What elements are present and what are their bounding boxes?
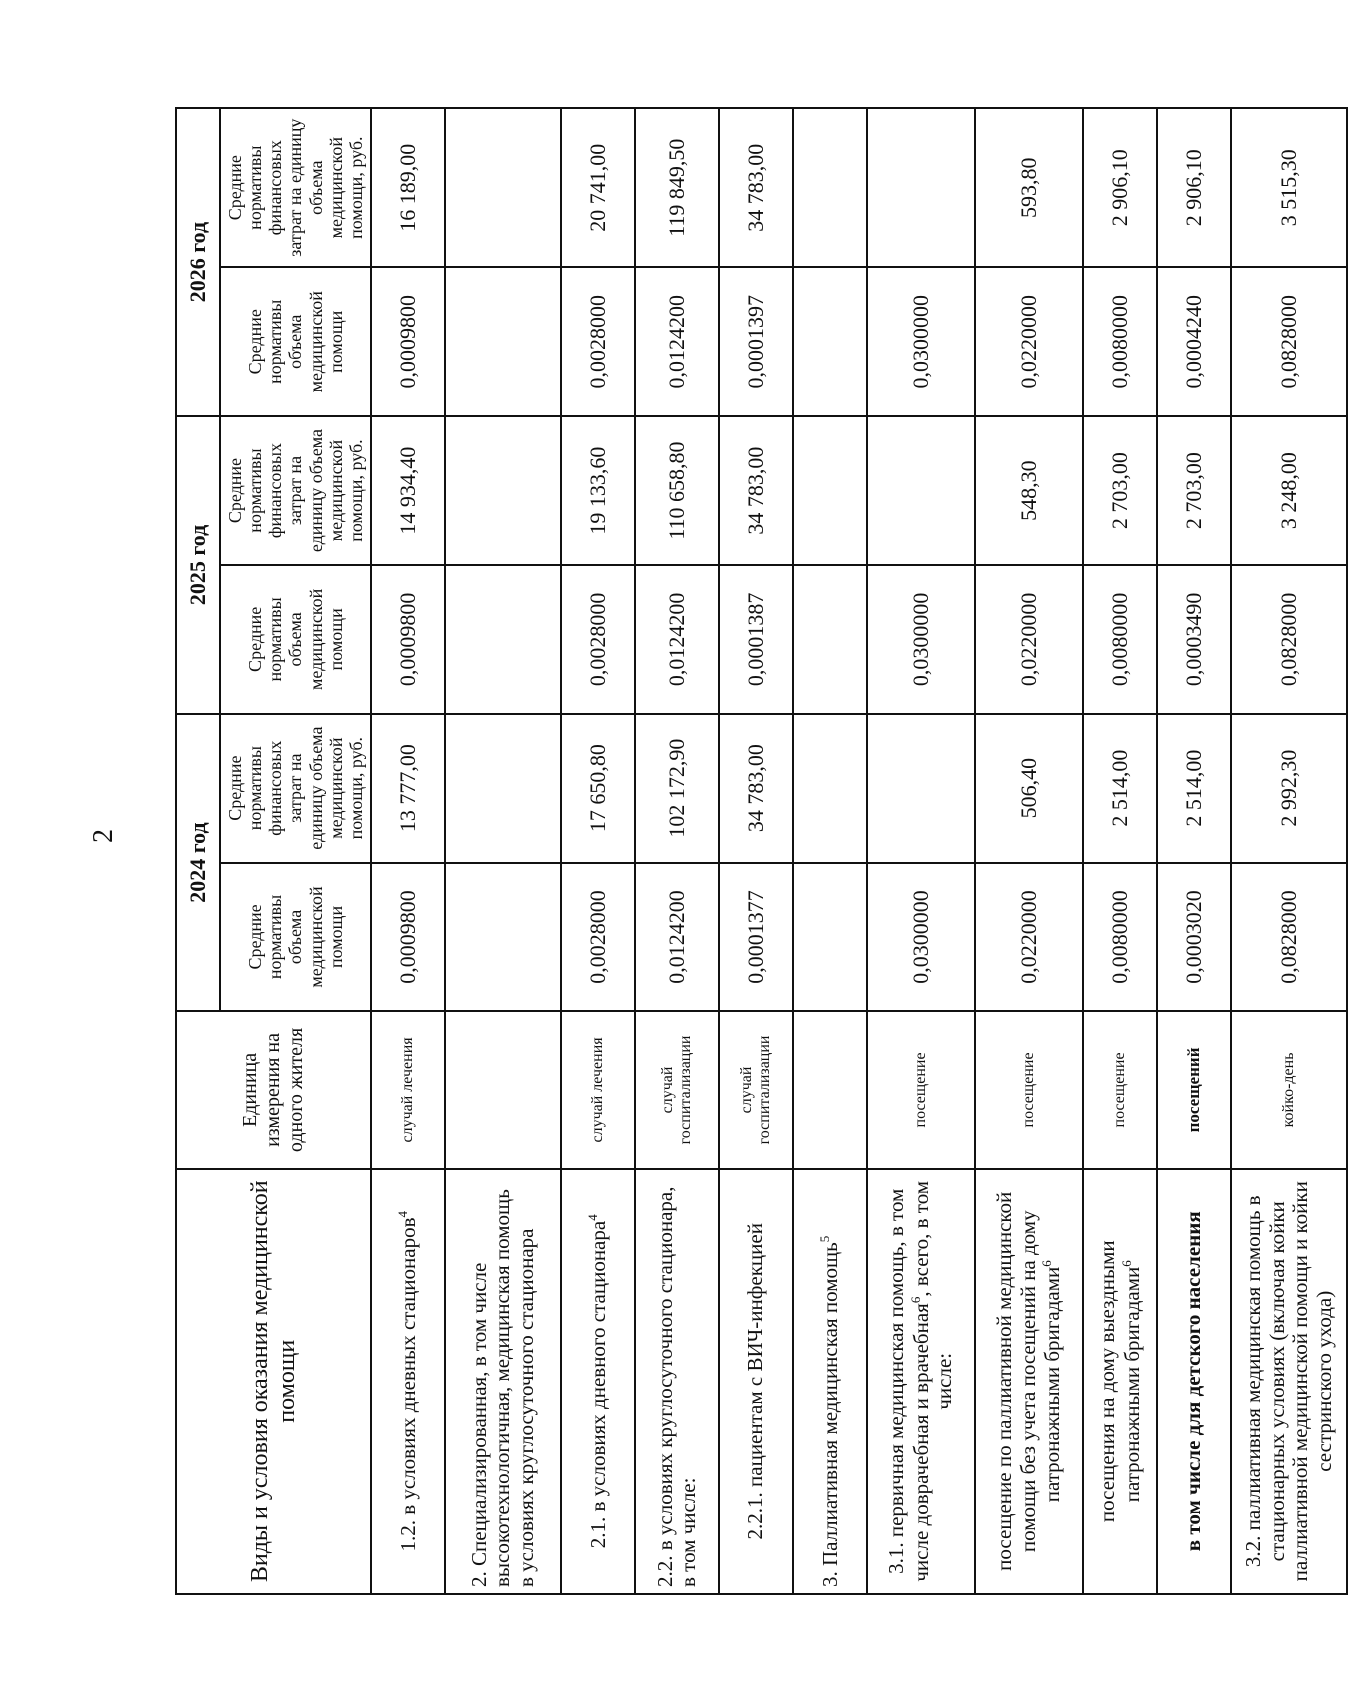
row-kind-text: 2.2. в условиях круглосуточного стационара, в том числе: — [652, 1186, 701, 1587]
volume-2024: 0,0300000 — [867, 863, 975, 1012]
row-unit: посещений — [1157, 1011, 1231, 1168]
cost-2026: 16 189,00 — [371, 108, 445, 267]
footnote-marker: 6 — [1118, 1260, 1134, 1267]
header-unit: Единица измерения на одного жителя — [176, 1011, 371, 1168]
volume-2025: 0,0300000 — [867, 565, 975, 714]
row-kind — [1157, 1169, 1231, 1594]
cost-2026: 119 849,50 — [635, 108, 719, 267]
volume-2024 — [793, 863, 867, 1012]
volume-2026 — [793, 267, 867, 416]
volume-2025: 0,0828000 — [1231, 565, 1347, 714]
table-row — [1231, 108, 1347, 1594]
row-kind-text: 3.2. паллиативная медицинская помощь в стационарных условиях (включая койки паллиативной медицинской помощи и койки сестринского ухода) — [1241, 1181, 1336, 1582]
cost-2026 — [793, 108, 867, 267]
footnote-marker: 4 — [394, 1210, 410, 1218]
volume-2025: 0,0220000 — [975, 565, 1083, 714]
cost-2026 — [867, 108, 975, 267]
volume-2026: 0,0028000 — [561, 267, 635, 416]
volume-2025: 0,0009800 — [371, 565, 445, 714]
volume-2026 — [445, 267, 561, 416]
header-volume-2024: Средние нормативы объема медицинской помощи — [220, 863, 371, 1012]
volume-2026: 0,0001397 — [719, 267, 793, 416]
row-unit — [793, 1011, 867, 1168]
cost-2026: 2 906,10 — [1083, 108, 1157, 267]
cost-2024: 2 514,00 — [1157, 714, 1231, 863]
cost-2024: 102 172,90 — [635, 714, 719, 863]
row-kind — [1083, 1169, 1157, 1594]
volume-2026: 0,0124200 — [635, 267, 719, 416]
row-unit: посещение — [1083, 1011, 1157, 1168]
header-cost-2025: Средние нормативы финансовых затрат на единицу объема медицинской помощи, руб. — [220, 416, 371, 565]
cost-2026: 34 783,00 — [719, 108, 793, 267]
row-kind — [867, 1169, 975, 1594]
volume-2025: 0,0001387 — [719, 565, 793, 714]
row-kind-tail: , всего, в том числе: — [908, 1180, 957, 1410]
row-kind — [445, 1169, 561, 1594]
row-kind — [561, 1169, 635, 1594]
cost-2026 — [445, 108, 561, 267]
cost-2025: 2 703,00 — [1157, 416, 1231, 565]
header-year-2026: 2026 год — [176, 108, 220, 416]
volume-2024: 0,0003020 — [1157, 863, 1231, 1012]
volume-2026: 0,0004240 — [1157, 267, 1231, 416]
table-row — [1157, 108, 1231, 1594]
row-kind-text: в том числе для детского населения — [1181, 1211, 1206, 1552]
table-row — [445, 108, 561, 1594]
volume-2026: 0,0828000 — [1231, 267, 1347, 416]
cost-2026: 3 515,30 — [1231, 108, 1347, 267]
footnote-marker: 5 — [816, 1235, 832, 1243]
medical-standards-table — [175, 107, 1348, 1595]
volume-2024: 0,0009800 — [371, 863, 445, 1012]
table-row — [975, 108, 1083, 1594]
row-unit: посещение — [867, 1011, 975, 1168]
cost-2024 — [793, 714, 867, 863]
table-row — [1083, 108, 1157, 1594]
row-kind — [719, 1169, 793, 1594]
table-row — [635, 108, 719, 1594]
cost-2026: 593,80 — [975, 108, 1083, 267]
volume-2024: 0,0080000 — [1083, 863, 1157, 1012]
header-year-2024: 2024 год — [176, 714, 220, 1012]
cost-2024: 34 783,00 — [719, 714, 793, 863]
volume-2026: 0,0009800 — [371, 267, 445, 416]
volume-2024: 0,0028000 — [561, 863, 635, 1012]
cost-2025 — [445, 416, 561, 565]
header-volume-2025: Средние нормативы объема медицинской помощи — [220, 565, 371, 714]
header-cost-2024: Средние нормативы финансовых затрат на единицу объема медицинской помощи, руб. — [220, 714, 371, 863]
volume-2024: 0,0001377 — [719, 863, 793, 1012]
volume-2025: 0,0124200 — [635, 565, 719, 714]
row-kind-text: посещения на дому выездными патронажными бригадами — [1095, 1240, 1144, 1523]
row-kind — [975, 1169, 1083, 1594]
row-unit: случай госпитализации — [719, 1011, 793, 1168]
volume-2024: 0,0828000 — [1231, 863, 1347, 1012]
row-kind-text: 2.2.1. пациентам с ВИЧ-инфекцией — [743, 1223, 768, 1540]
volume-2025 — [445, 565, 561, 714]
cost-2025: 19 133,60 — [561, 416, 635, 565]
rotated-table-container — [175, 107, 1336, 1595]
cost-2025: 3 248,00 — [1231, 416, 1347, 565]
cost-2024: 2 514,00 — [1083, 714, 1157, 863]
table-row — [561, 108, 635, 1594]
volume-2024: 0,0220000 — [975, 863, 1083, 1012]
cost-2026: 20 741,00 — [561, 108, 635, 267]
header-cost-2026: Средние нормативы финансовых затрат на единицу объема медицинской помощи, руб. — [220, 108, 371, 267]
volume-2025: 0,0003490 — [1157, 565, 1231, 714]
footnote-marker: 4 — [584, 1214, 600, 1221]
cost-2025: 110 658,80 — [635, 416, 719, 565]
row-kind-text: 3. Паллиативная медицинская помощь — [817, 1242, 842, 1587]
cost-2025 — [793, 416, 867, 565]
volume-2026: 0,0080000 — [1083, 267, 1157, 416]
row-unit: посещение — [975, 1011, 1083, 1168]
page-number: 2 — [88, 829, 119, 843]
cost-2025 — [867, 416, 975, 565]
volume-2024 — [445, 863, 561, 1012]
table-row — [867, 108, 975, 1594]
row-unit: случай лечения — [561, 1011, 635, 1168]
volume-2025: 0,0080000 — [1083, 565, 1157, 714]
header-year-2025: 2025 год — [176, 416, 220, 714]
volume-2026: 0,0220000 — [975, 267, 1083, 416]
cost-2024: 2 992,30 — [1231, 714, 1347, 863]
cost-2024: 13 777,00 — [371, 714, 445, 863]
volume-2025 — [793, 565, 867, 714]
cost-2025: 2 703,00 — [1083, 416, 1157, 565]
row-kind-text: посещение по паллиативной медицинской помощи без учета посещений на дому патронажными бригадами — [992, 1191, 1065, 1571]
row-unit: случай госпитализации — [635, 1011, 719, 1168]
row-kind — [793, 1169, 867, 1594]
row-kind-text: 3.1. первичная медицинская помощь, в том числе доврачебная и врачебная — [884, 1188, 933, 1582]
cost-2024 — [867, 714, 975, 863]
footnote-marker: 6 — [907, 1296, 923, 1304]
row-unit — [445, 1011, 561, 1168]
cost-2024 — [445, 714, 561, 863]
row-kind — [1231, 1169, 1347, 1594]
row-kind-text: 2. Специализированная, в том числе высокотехнологичная, медицинская помощь в условиях круглосуточного стационара — [466, 1189, 538, 1587]
table-row — [719, 108, 793, 1594]
header-volume-2026: Средние нормативы объема медицинской помощи — [220, 267, 371, 416]
cost-2024: 17 650,80 — [561, 714, 635, 863]
row-unit: случай лечения — [371, 1011, 445, 1168]
table-row — [793, 108, 867, 1594]
cost-2026: 2 906,10 — [1157, 108, 1231, 267]
header-kind: Виды и условия оказания медицинской помощи — [176, 1169, 371, 1594]
cost-2025: 34 783,00 — [719, 416, 793, 565]
row-kind-text: 1.2. в условиях дневных стационаров — [395, 1217, 420, 1552]
row-kind — [371, 1169, 445, 1594]
table-row — [371, 108, 445, 1594]
volume-2026: 0,0300000 — [867, 267, 975, 416]
footnote-marker: 6 — [1039, 1260, 1055, 1267]
row-kind-text: 2.1. в условиях дневного стационара — [585, 1220, 610, 1549]
cost-2024: 506,40 — [975, 714, 1083, 863]
volume-2025: 0,0028000 — [561, 565, 635, 714]
volume-2024: 0,0124200 — [635, 863, 719, 1012]
cost-2025: 548,30 — [975, 416, 1083, 565]
cost-2025: 14 934,40 — [371, 416, 445, 565]
row-kind — [635, 1169, 719, 1594]
row-unit: койко-день — [1231, 1011, 1347, 1168]
